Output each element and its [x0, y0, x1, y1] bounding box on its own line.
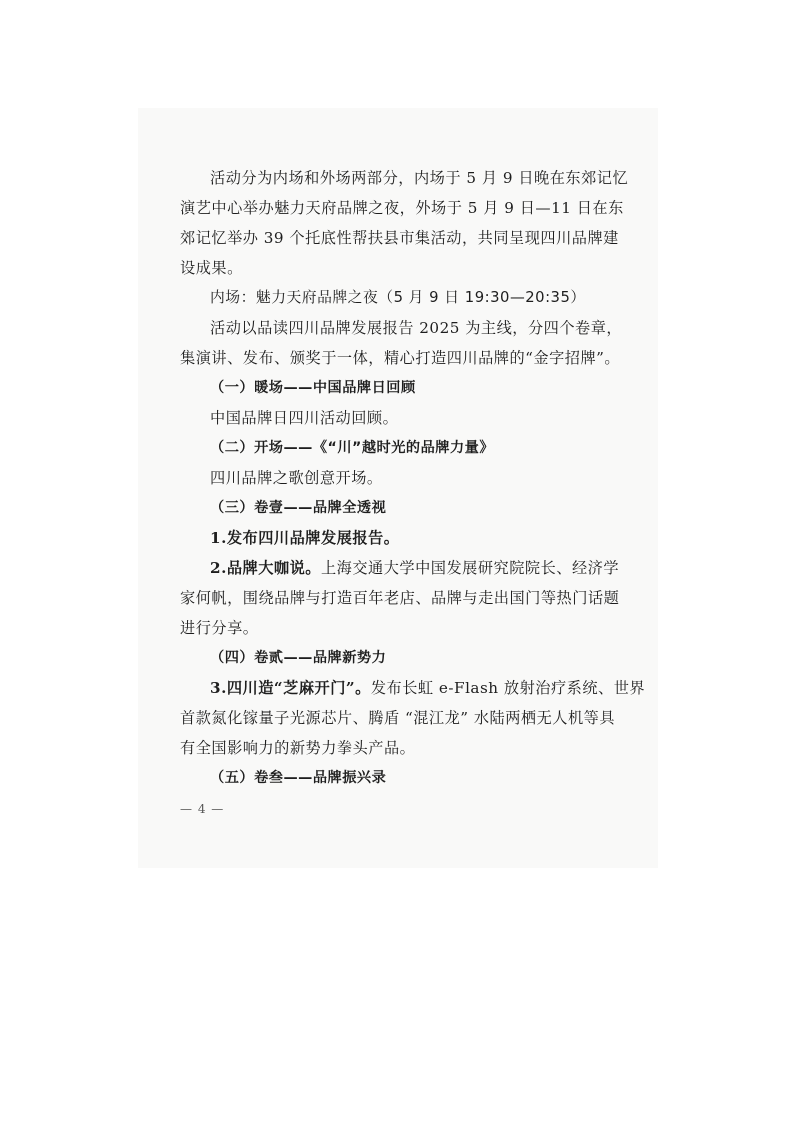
intro-line: 郊记忆举办 39 个托底性帮扶县市集活动，共同呈现四川品牌建: [180, 229, 619, 247]
section-heading-5: （五）卷叁——品牌振兴录: [210, 770, 387, 786]
item-2-text: 上海交通大学中国发展研究院院长、经济学: [320, 559, 620, 577]
theme-paragraph: [180, 313, 623, 373]
item-2: [180, 553, 620, 643]
item-3-text: 有全国影响力的新势力拳头产品。: [180, 739, 416, 757]
intro-line: 演艺中心举办魅力天府品牌之夜，外场于 5 月 9 日—11 日在东: [180, 199, 624, 217]
item-3-title: 3.四川造“芝麻开门”。: [210, 679, 371, 697]
theme-line: 集演讲、发布、颁奖于一体，精心打造四川品牌的“金字招牌”。: [180, 349, 621, 367]
intro-line: 设成果。: [180, 259, 243, 277]
item-2-text: 家何帆，围绕品牌与打造百年老店、品牌与走出国门等热门话题: [180, 589, 620, 607]
section-heading-3: （三）卷壹——品牌全透视: [210, 500, 387, 516]
section-heading-4: （四）卷贰——品牌新势力: [210, 650, 387, 666]
page-number: — 4 —: [180, 802, 225, 816]
intro-paragraph: [180, 163, 629, 283]
section-heading-1: （一）暖场——中国品牌日回顾: [210, 380, 416, 396]
item-3: [180, 673, 646, 763]
intro-line: 活动分为内场和外场两部分，内场于 5 月 9 日晚在东郊记忆: [210, 169, 629, 187]
theme-line: 活动以品读四川品牌发展报告 2025 为主线，分四个卷章，: [210, 319, 623, 337]
section-heading-2: （二）开场——《“川”越时光的品牌力量》: [210, 440, 495, 456]
item-2-title: 2.品牌大咖说。: [210, 559, 321, 577]
item-3-text: 首款氮化镓量子光源芯片、腾盾 “混江龙” 水陆两栖无人机等具: [180, 709, 616, 727]
section-text-1: 中国品牌日四川活动回顾。: [210, 409, 399, 427]
section-text-2: 四川品牌之歌创意开场。: [210, 469, 383, 487]
item-1: 1.发布四川品牌发展报告。: [210, 529, 400, 547]
inner-venue-title: 内场：魅力天府品牌之夜（5 月 9 日 19:30—20:35）: [210, 289, 586, 306]
item-3-text: 发布长虹 e-Flash 放射治疗系统、世界: [370, 679, 646, 697]
document-body: [180, 163, 646, 793]
item-2-text: 进行分享。: [180, 619, 259, 637]
